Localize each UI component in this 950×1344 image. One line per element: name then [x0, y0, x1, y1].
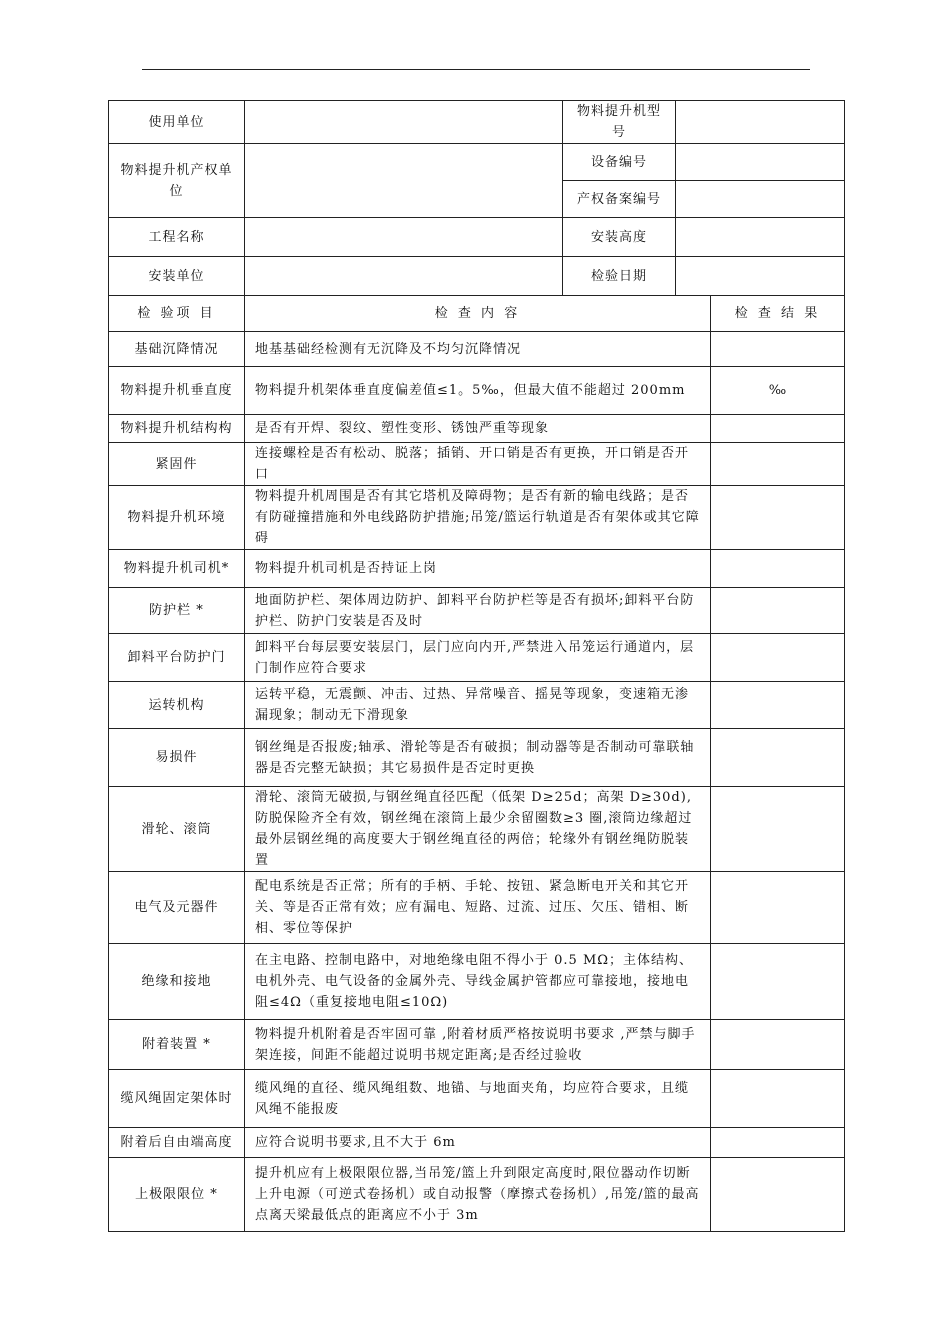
info-row-project	[109, 218, 845, 257]
check-item: 滑轮、滚筒	[109, 787, 245, 872]
check-content: 物料提升机司机是否持证上岗	[245, 550, 711, 588]
check-content: 地面防护栏、架体周边防护、卸料平台防护栏等是否有损坏;卸料平台防护栏、防护门安装是否及时	[245, 588, 711, 634]
record-no-field[interactable]	[676, 181, 845, 218]
check-item: 防护栏 *	[109, 588, 245, 634]
check-content: 应符合说明书要求,且不大于 6m	[245, 1128, 711, 1158]
check-row	[109, 872, 845, 944]
check-result[interactable]	[711, 1158, 845, 1232]
check-result[interactable]	[711, 1020, 845, 1070]
check-content: 物料提升机架体垂直度偏差值≤1。5‰，但最大值不能超过 200mm	[245, 367, 711, 415]
use-unit-label: 使用单位	[109, 101, 245, 144]
check-result[interactable]	[711, 1070, 845, 1128]
check-result[interactable]	[711, 729, 845, 787]
check-item: 电气及元器件	[109, 872, 245, 944]
content-column-header: 检 查 内 容	[245, 296, 711, 332]
check-result[interactable]	[711, 550, 845, 588]
check-content: 在主电路、控制电路中，对地绝缘电阻不得小于 0.5 MΩ；主体结构、电机外壳、电气设备的金属外壳、导线金属护管都应可靠接地，接地电阻≤4Ω（重复接地电阻≤10Ω)	[245, 944, 711, 1020]
check-result[interactable]	[711, 415, 845, 443]
item-column-header: 检 验项 目	[109, 296, 245, 332]
info-row-use-unit	[109, 101, 845, 144]
check-row	[109, 443, 845, 486]
date-label: 检验日期	[563, 257, 676, 296]
device-no-label: 设备编号	[563, 144, 676, 181]
owner-field[interactable]	[245, 144, 563, 218]
check-result[interactable]	[711, 634, 845, 682]
check-result[interactable]	[711, 944, 845, 1020]
result-column-header: 检 查 结 果	[711, 296, 845, 332]
check-content: 配电系统是否正常；所有的手柄、手轮、按钮、紧急断电开关和其它开关、等是否正常有效；应有漏电、短路、过流、过压、欠压、错相、断相、零位等保护	[245, 872, 711, 944]
inspection-form-table	[108, 100, 845, 1232]
record-no-label: 产权备案编号	[563, 181, 676, 218]
check-result[interactable]	[711, 787, 845, 872]
check-content: 缆风绳的直径、缆风绳组数、地锚、与地面夹角，均应符合要求，且缆风绳不能报废	[245, 1070, 711, 1128]
check-result[interactable]	[711, 588, 845, 634]
model-label: 物料提升机型号	[563, 101, 676, 144]
install-unit-label: 安装单位	[109, 257, 245, 296]
check-content: 物料提升机附着是否牢固可靠 ,附着材质严格按说明书要求 ,严禁与脚手架连接，间距不能超过说明书规定距离;是否经过验收	[245, 1020, 711, 1070]
check-item: 缆风绳固定架体时	[109, 1070, 245, 1128]
check-content: 运转平稳，无震颤、冲击、过热、异常噪音、摇晃等现象，变速箱无渗漏现象；制动无下滑现象	[245, 682, 711, 729]
model-field[interactable]	[676, 101, 845, 144]
check-item: 附着装置 *	[109, 1020, 245, 1070]
check-content: 地基基础经检测有无沉降及不均匀沉降情况	[245, 332, 711, 367]
check-content: 物料提升机周围是否有其它塔机及障碍物；是否有新的输电线路；是否有防碰撞措施和外电线路防护措施;吊笼/篮运行轨道是否有架体或其它障碍	[245, 486, 711, 550]
check-item: 物料提升机司机*	[109, 550, 245, 588]
check-item: 运转机构	[109, 682, 245, 729]
check-row	[109, 729, 845, 787]
check-item: 物料提升机垂直度	[109, 367, 245, 415]
check-result[interactable]	[711, 872, 845, 944]
check-result[interactable]	[711, 443, 845, 486]
info-row-owner	[109, 144, 845, 181]
height-field[interactable]	[676, 218, 845, 257]
owner-label: 物料提升机产权单位	[109, 144, 245, 218]
check-row	[109, 634, 845, 682]
check-item: 易损件	[109, 729, 245, 787]
check-item: 紧固件	[109, 443, 245, 486]
check-row	[109, 550, 845, 588]
install-unit-field[interactable]	[245, 257, 563, 296]
check-row	[109, 787, 845, 872]
check-row	[109, 1020, 845, 1070]
check-content: 提升机应有上极限限位器,当吊笼/篮上升到限定高度时,限位器动作切断上升电源（可逆式卷扬机）或自动报警（摩擦式卷扬机）,吊笼/篮的最高点离天梁最低点的距离应不小于 3m	[245, 1158, 711, 1232]
check-result[interactable]	[711, 486, 845, 550]
check-content: 卸料平台每层要安装层门，层门应向内开,严禁进入吊笼运行通道内，层门制作应符合要求	[245, 634, 711, 682]
check-row	[109, 367, 845, 415]
check-result[interactable]	[711, 332, 845, 367]
check-content: 连接螺栓是否有松动、脱落；插销、开口销是否有更换，开口销是否开口	[245, 443, 711, 486]
check-row	[109, 1070, 845, 1128]
check-row	[109, 332, 845, 367]
date-field[interactable]	[676, 257, 845, 296]
height-label: 安装高度	[563, 218, 676, 257]
check-row	[109, 486, 845, 550]
check-content: 滑轮、滚筒无破损,与钢丝绳直径匹配（低架 D≥25d；高架 D≥30d),防脱保险齐全有效，钢丝绳在滚筒上最少余留圈数≥3 圈,滚筒边缘超过最外层钢丝绳的高度要大于钢丝绳直径的两倍；轮缘外有钢丝绳防脱装置	[245, 787, 711, 872]
check-item: 基础沉降情况	[109, 332, 245, 367]
info-row-install	[109, 257, 845, 296]
check-item: 附着后自由端高度	[109, 1128, 245, 1158]
check-row	[109, 682, 845, 729]
check-content: 钢丝绳是否报废;轴承、滑轮等是否有破损；制动器等是否制动可靠联轴器是否完整无缺损；其它易损件是否定时更换	[245, 729, 711, 787]
check-item: 物料提升机结构构	[109, 415, 245, 443]
check-row	[109, 1128, 845, 1158]
check-row	[109, 415, 845, 443]
check-row	[109, 588, 845, 634]
check-item: 上极限限位 *	[109, 1158, 245, 1232]
check-item: 卸料平台防护门	[109, 634, 245, 682]
check-result[interactable]	[711, 1128, 845, 1158]
top-rule	[142, 69, 810, 70]
check-row	[109, 944, 845, 1020]
project-field[interactable]	[245, 218, 563, 257]
use-unit-field[interactable]	[245, 101, 563, 144]
device-no-field[interactable]	[676, 144, 845, 181]
check-result[interactable]: ‰	[711, 367, 845, 415]
check-item: 物料提升机环境	[109, 486, 245, 550]
column-header-row	[109, 296, 845, 332]
check-row	[109, 1158, 845, 1232]
check-item: 绝缘和接地	[109, 944, 245, 1020]
check-result[interactable]	[711, 682, 845, 729]
project-label: 工程名称	[109, 218, 245, 257]
check-content: 是否有开焊、裂纹、塑性变形、锈蚀严重等现象	[245, 415, 711, 443]
